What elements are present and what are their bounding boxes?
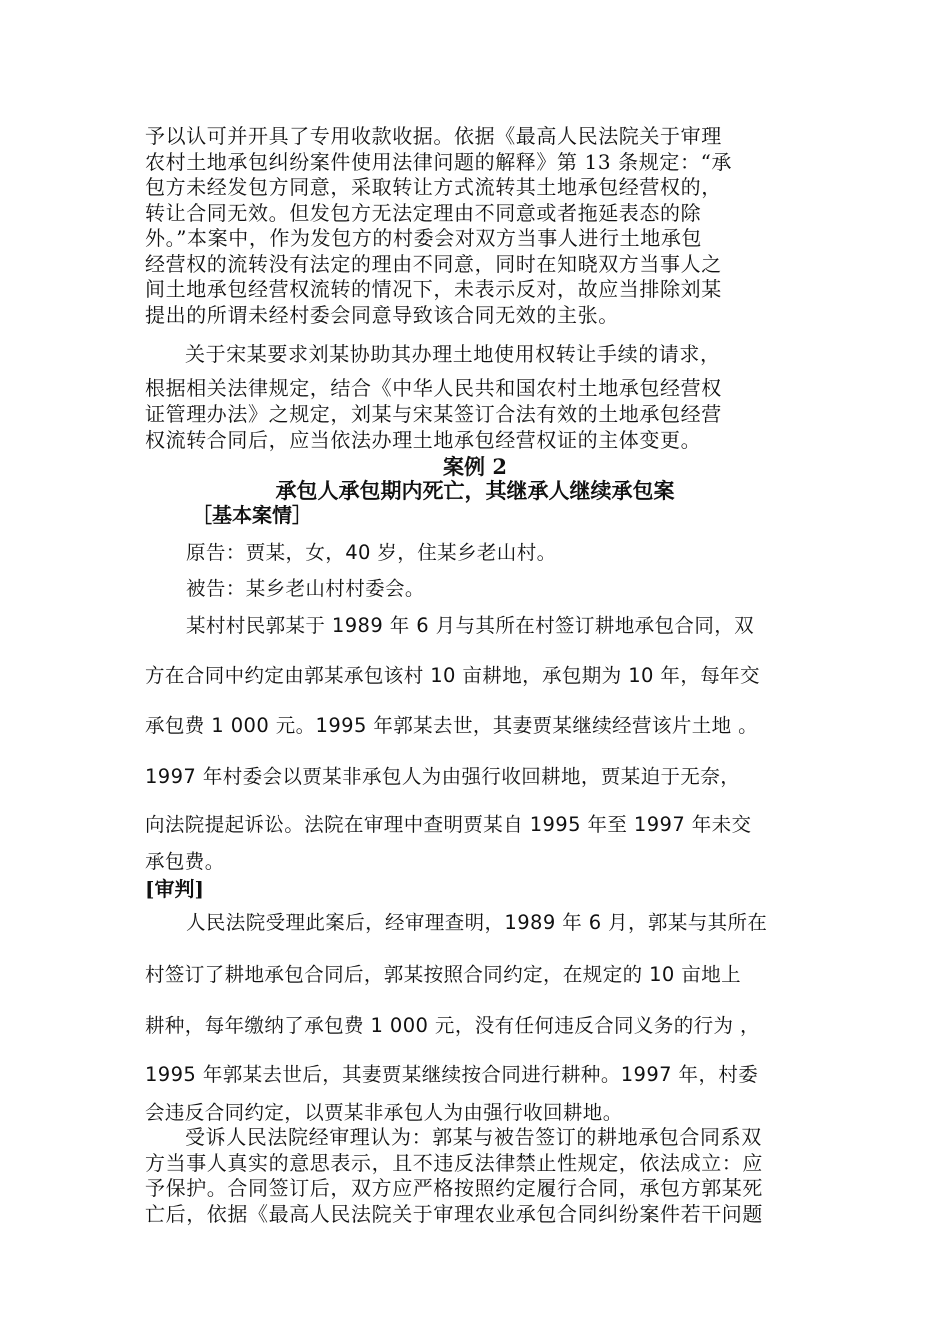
text-line: 予保护。合同签订后，双方应严格按照约定履行合同，承包方郭某死 xyxy=(145,1176,763,1200)
text-line: 承包费 1 000 元。1995 年郭某去世，其妻贾某继续经营该片土地 。 xyxy=(145,714,759,737)
text-line: 会违反合同约定，以贾某非承包人为由强行收回耕地。 xyxy=(145,1101,623,1124)
text-line: 1997 年村委会以贾某非承包人为由强行收回耕地，贾某迫于无奈， xyxy=(145,765,741,788)
case-title-heading: 承包人承包期内死亡，其继承人继续承包案 xyxy=(275,478,675,503)
text-line: 1995 年郭某去世后，其妻贾某继续按合同进行耕种。1997 年，村委 xyxy=(145,1063,759,1086)
text-line: 亡后，依据《最高人民法院关于审理农业承包合同纠纷案件若干问题 xyxy=(145,1201,763,1226)
text-line: 耕种，每年缴纳了承包费 1 000 元，没有任何违反合同义务的行为 ， xyxy=(145,1014,760,1037)
text-line: 予以认可并开具了专用收款收据。依据《最高人民法院关于审理 xyxy=(145,124,722,148)
text-line: 方在合同中约定由郭某承包该村 10 亩耕地，承包期为 10 年，每年交 xyxy=(145,664,760,687)
text-line: 受诉人民法院经审理认为：郭某与被告签订的耕地承包合同系双 xyxy=(185,1125,762,1149)
text-line: 村签订了耕地承包合同后，郭某按照合同约定，在规定的 10 亩地上 xyxy=(145,963,742,986)
text-line: 方当事人真实的意思表示，且不违反法律禁止性规定，依法成立：应 xyxy=(145,1150,763,1175)
plaintiff-line: 原告：贾某，女，40 岁，住某乡老山村。 xyxy=(186,541,557,564)
text-line: 包方未经发包方同意，采取转让方式流转其土地承包经营权的， xyxy=(145,175,722,199)
text-line: 人民法院受理此案后，经审理查明，1989 年 6 月，郭某与其所在 xyxy=(186,911,768,934)
section-tag-judgment: [审判] xyxy=(145,877,204,901)
text-line: 间土地承包经营权流转的情况下，未表示反对，故应当排除刘某 xyxy=(145,277,722,301)
case-number-heading: 案例 2 xyxy=(443,454,507,479)
paragraph-legal-analysis xyxy=(145,124,815,328)
text-line: 权流转合同后，应当依法办理土地承包经营权证的主体变更。 xyxy=(145,428,702,452)
text-line: 农村土地承包纠纷案件使用法律问题的解释》第 13 条规定：“承 xyxy=(145,149,732,174)
text-line: 某村村民郭某于 1989 年 6 月与其所在村签订耕地承包合同，双 xyxy=(186,614,755,637)
text-line: 承包费。 xyxy=(145,850,225,873)
defendant-line: 被告：某乡老山村村委会。 xyxy=(186,577,425,600)
paragraph-court-opinion xyxy=(145,1125,815,1227)
text-line: 向法院提起诉讼。法院在审理中查明贾某自 1995 年至 1997 年未交 xyxy=(145,813,752,836)
text-line: 转让合同无效。但发包方无法定理由不同意或者拖延表态的除 xyxy=(145,200,702,225)
text-line: 提出的所谓未经村委会同意导致该合同无效的主张。 xyxy=(145,302,619,327)
text-line: 经营权的流转没有法定的理由不同意，同时在知晓双方当事人之 xyxy=(145,251,722,276)
paragraph-transfer-request xyxy=(145,341,815,453)
text-line: 外。”本案中，作为发包方的村委会对双方当事人进行土地承包 xyxy=(145,226,703,250)
text-line: 证管理办法》之规定，刘某与宋某签订合法有效的土地承包经营 xyxy=(145,402,722,426)
section-tag-basic-facts: ［基本案情］ xyxy=(192,503,312,527)
text-line: 关于宋某要求刘某协助其办理土地使用权转让手续的请求， xyxy=(185,342,721,366)
text-line: 根据相关法律规定，结合《中华人民共和国农村土地承包经营权 xyxy=(145,376,722,400)
